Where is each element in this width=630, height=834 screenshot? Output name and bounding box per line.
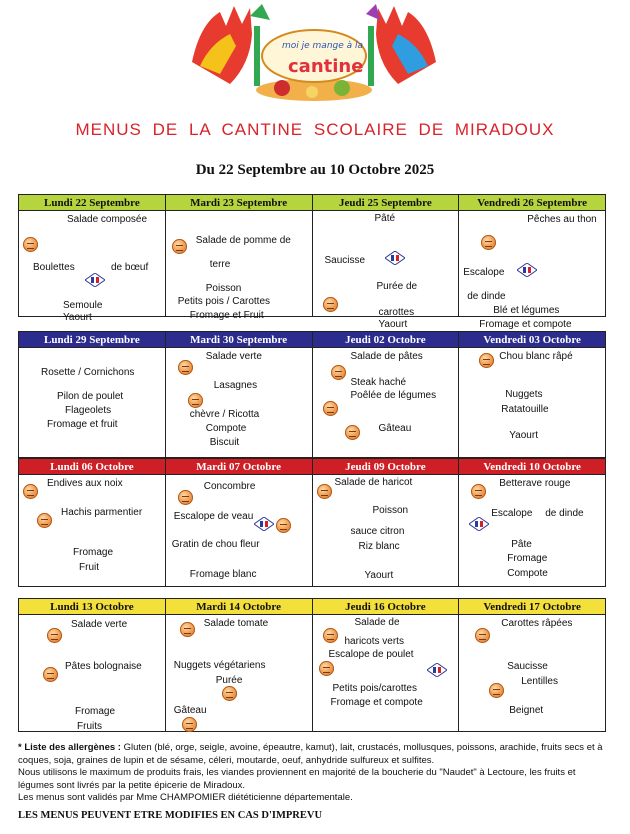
homemade-icon — [345, 425, 360, 440]
menu-item: Hachis parmentier — [61, 507, 143, 518]
french-meat-icon — [517, 263, 537, 277]
menu-item: Pâtes bolognaise — [65, 661, 142, 672]
menu-item: de dinde — [545, 508, 584, 519]
day-menu — [19, 475, 166, 587]
day-menu — [459, 348, 606, 458]
menu-item: Fruits — [77, 721, 102, 732]
homemade-icon — [188, 393, 203, 408]
menu-item: Semoule — [63, 300, 103, 311]
day-header: Jeudi 09 Octobre — [312, 459, 459, 475]
menu-item: Purée de — [376, 281, 418, 292]
menu-item: Escalope — [463, 267, 505, 278]
menu-item: Concombre — [203, 481, 256, 492]
menu-item: haricots verts — [344, 636, 404, 647]
menu-item: Gâteau — [173, 705, 207, 716]
menu-week-1 — [18, 194, 606, 330]
day-menu — [312, 211, 459, 330]
french-meat-icon — [427, 663, 447, 677]
day-menu — [19, 211, 166, 323]
day-header: Mardi 23 Septembre — [165, 195, 312, 211]
homemade-icon — [37, 513, 52, 528]
menu-item: de dinde — [467, 291, 506, 302]
menu-item: Biscuit — [209, 437, 240, 448]
homemade-icon — [23, 484, 38, 499]
menu-item: Lasagnes — [213, 380, 258, 391]
allergens-text: Gluten (blé, orge, seigle, avoine, épeautre, kamut), lait, crustacés, mollusques, poissons, arachide, fruits secs et à coques, soja, graines de lupin et de sésame, céleri, moutarde, oeuf, anhydride sulfureux et sulfites. — [18, 742, 603, 766]
homemade-icon — [178, 490, 193, 505]
day-header: Vendredi 26 Septembre — [459, 195, 606, 211]
day-menu — [19, 348, 166, 458]
day-menu — [459, 475, 606, 587]
french-meat-icon — [385, 251, 405, 265]
homemade-icon — [23, 237, 38, 252]
menu-item: Nuggets végétariens — [173, 660, 266, 671]
homemade-icon — [172, 239, 187, 254]
homemade-icon — [47, 628, 62, 643]
menu-item: Fromage blanc — [189, 569, 257, 580]
menu-item: Salade de — [354, 617, 400, 628]
menu-item: Salade composée — [67, 214, 148, 225]
menu-item: Beignet — [509, 705, 544, 716]
menu-item: Purée — [215, 675, 243, 686]
menu-item: Yaourt — [364, 570, 394, 581]
menu-item: Compote — [507, 568, 548, 579]
homemade-icon — [489, 683, 504, 698]
menu-item: de bœuf — [111, 262, 149, 273]
homemade-icon — [276, 518, 291, 533]
menu-item: terre — [209, 259, 231, 270]
day-menu — [165, 615, 312, 732]
day-header: Jeudi 16 Octobre — [312, 599, 459, 615]
menu-item: Salade verte — [205, 351, 262, 362]
homemade-icon — [323, 628, 338, 643]
homemade-icon — [319, 661, 334, 676]
menu-item: Ratatouille — [501, 404, 549, 415]
homemade-icon — [180, 622, 195, 637]
page-subtitle: Du 22 Septembre au 10 Octobre 2025 — [195, 162, 435, 178]
menu-item: Fromage et Fruit — [189, 310, 264, 321]
page-title: MENUS DE LA CANTINE SCOLAIRE DE MIRADOUX — [75, 120, 555, 139]
menu-item: Fromage et compote — [479, 319, 572, 330]
menu-item: Poisson — [205, 283, 242, 294]
homemade-icon — [481, 235, 496, 250]
menu-item: Pêches au thon — [527, 214, 597, 225]
menu-item: carottes — [378, 307, 415, 318]
menu-item: Chou blanc râpé — [499, 351, 573, 362]
day-header: Jeudi 02 Octobre — [312, 332, 459, 348]
day-header: Lundi 29 Septembre — [19, 332, 166, 348]
menu-item: Yaourt — [378, 319, 408, 330]
menu-item: Compote — [205, 423, 247, 434]
logo-text-line1: moi je mange à la — [282, 41, 364, 51]
day-menu — [312, 615, 459, 732]
menu-item: Poêlée de légumes — [350, 390, 437, 401]
menu-item: Salade tomate — [203, 618, 269, 629]
day-header: Lundi 13 Octobre — [19, 599, 166, 615]
allergens-note — [18, 742, 613, 767]
footer-notes — [18, 742, 613, 805]
menu-item: Pâté — [374, 213, 396, 224]
day-menu — [165, 211, 312, 321]
menu-item: Petits pois/carottes — [332, 683, 417, 694]
menu-item: Poisson — [372, 505, 409, 516]
menu-item: Saucisse — [324, 255, 366, 266]
menu-item: Riz blanc — [358, 541, 400, 552]
menu-item: Fromage et fruit — [47, 419, 118, 430]
menu-item: Gratin de chou fleur — [171, 539, 260, 550]
menu-item: Escalope de veau — [173, 511, 254, 522]
menu-item: Salade verte — [71, 619, 128, 630]
day-header: Vendredi 03 Octobre — [459, 332, 606, 348]
homemade-icon — [475, 628, 490, 643]
cantine-logo — [190, 4, 438, 104]
day-menu — [165, 348, 312, 458]
menu-item: Saucisse — [507, 661, 548, 672]
day-header: Jeudi 25 Septembre — [312, 195, 459, 211]
homemade-icon — [471, 484, 486, 499]
menu-item: Boulettes — [33, 262, 75, 273]
day-menu — [459, 615, 606, 732]
menu-item: Lentilles — [521, 676, 558, 687]
menu-item: Fromage — [507, 553, 548, 564]
menu-item: Fromage et compote — [330, 697, 423, 708]
day-menu — [312, 475, 459, 587]
validation-note: Les menus sont validés par Mme CHAMPOMIER diététicienne départementale. — [18, 792, 353, 803]
menu-item: Fruit — [79, 562, 99, 573]
homemade-icon — [317, 484, 332, 499]
menu-item: Endives aux noix — [47, 478, 123, 489]
menu-item: chèvre / Ricotta — [189, 409, 260, 420]
french-meat-icon — [254, 517, 274, 531]
menu-item: Rosette / Cornichons — [41, 367, 135, 378]
allergens-label: * Liste des allergènes : — [18, 742, 121, 753]
menu-item: sauce citron — [350, 526, 405, 537]
menu-week-4 — [18, 598, 606, 732]
day-header: Vendredi 10 Octobre — [459, 459, 606, 475]
day-header: Lundi 22 Septembre — [19, 195, 166, 211]
menu-item: Escalope — [491, 508, 533, 519]
menu-item: Steak haché — [350, 377, 407, 388]
menu-item: Fromage — [73, 547, 114, 558]
day-menu — [19, 615, 166, 732]
menu-item: Salade de haricot — [334, 477, 413, 488]
french-meat-icon — [469, 517, 489, 531]
homemade-icon — [182, 717, 197, 732]
menu-item: Fromage — [75, 706, 116, 717]
menu-item: Gâteau — [378, 423, 412, 434]
menu-week-2 — [18, 331, 606, 458]
homemade-icon — [479, 353, 494, 368]
day-header: Vendredi 17 Octobre — [459, 599, 606, 615]
menu-item: Blé et légumes — [493, 305, 560, 316]
homemade-icon — [178, 360, 193, 375]
homemade-icon — [222, 686, 237, 701]
logo-text-line2: cantine — [288, 56, 364, 77]
menu-item: Escalope de poulet — [328, 649, 414, 660]
day-menu — [459, 211, 606, 330]
french-meat-icon — [85, 273, 105, 287]
menu-item: Pilon de poulet — [57, 391, 124, 402]
homemade-icon — [323, 401, 338, 416]
menu-item: Yaourt — [63, 312, 92, 323]
menu-item: Carottes râpées — [501, 618, 573, 629]
menu-item: Betterave rouge — [499, 478, 571, 489]
day-header: Lundi 06 Octobre — [19, 459, 166, 475]
sourcing-note: Nous utilisons le maximum de produits frais, les viandes proviennent en majorité de la boucherie du "Naudet" à Lectoure, les fruits et légumes sont livrés par la petite épicerie de Miradoux. — [18, 767, 576, 791]
menu-item: Pâte — [511, 539, 532, 550]
modification-warning: LES MENUS PEUVENT ETRE MODIFIES EN CAS D'IMPREVU — [18, 810, 323, 821]
day-header: Mardi 14 Octobre — [165, 599, 312, 615]
day-header: Mardi 07 Octobre — [165, 459, 312, 475]
homemade-icon — [331, 365, 346, 380]
homemade-icon — [43, 667, 58, 682]
menu-item: Flageolets — [65, 405, 112, 416]
menu-item: Salade de pomme de — [195, 235, 291, 246]
menu-item: Yaourt — [509, 430, 538, 441]
day-header: Mardi 30 Septembre — [165, 332, 312, 348]
day-menu — [312, 348, 459, 458]
menu-item: Salade de pâtes — [350, 351, 423, 362]
day-menu — [165, 475, 312, 587]
menu-item: Petits pois / Carottes — [177, 296, 271, 307]
menu-item: Nuggets — [505, 389, 543, 400]
homemade-icon — [323, 297, 338, 312]
menu-week-3 — [18, 458, 606, 587]
